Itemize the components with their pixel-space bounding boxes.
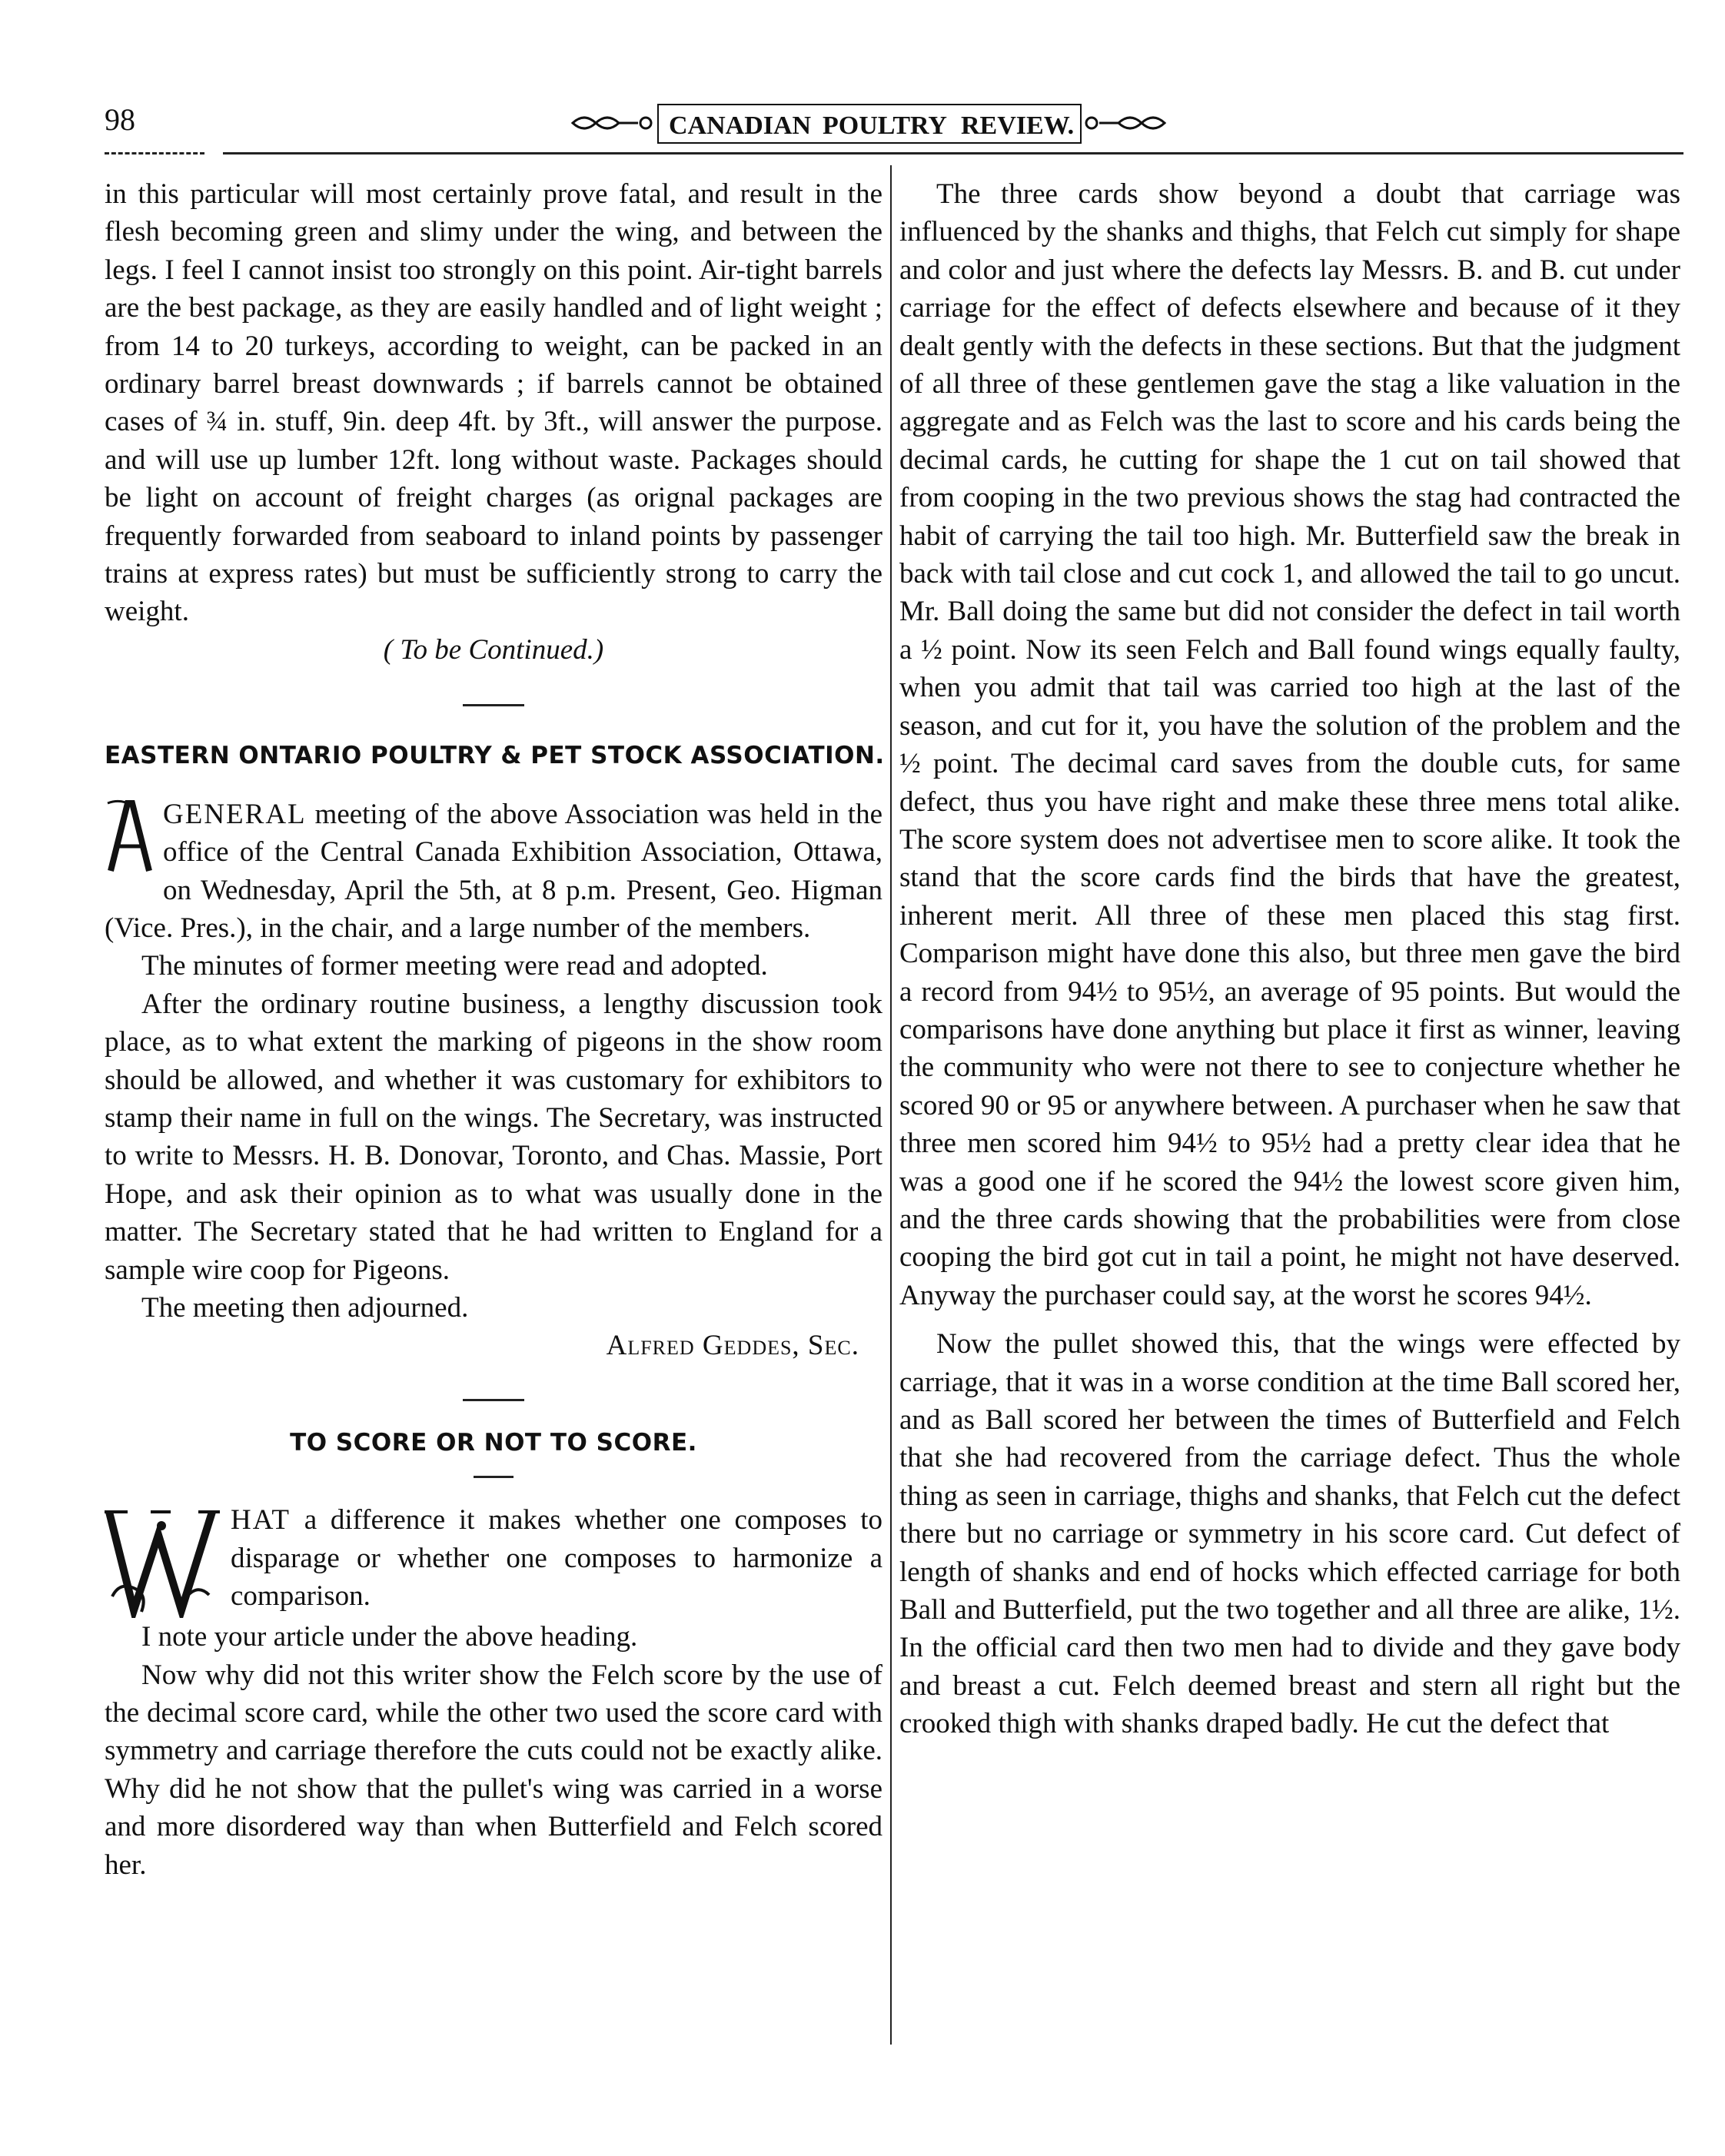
column-divider [890, 165, 892, 2045]
masthead [569, 91, 1168, 155]
section-heading-to-score: TO SCORE OR NOT TO SCORE. [290, 1428, 697, 1457]
masthead-ornament-left-icon [573, 118, 651, 128]
header-rule [223, 152, 1683, 154]
lead-word-general: GENERAL [163, 798, 307, 830]
pullet-paragraph: Now the pullet showed this, that the wings were effected by carriage, that it was in a worse condition at the time Ball scored her, and as Ball scored her between the times of Butterfield and Felch that she had recovered from the carriage defect. Thus the whole thing as seen in carriage, thighs and shanks, that Felch cut the defect there but no carriage or symmetry in his score card. Cut defect of length of shanks and end of hocks which effected carriage for both Ball and Butterfield, put the two together and all three are alike, 1½. In the official card then two men had to divide and they gave body and breast a cut. Felch deemed breast and stern all right but the crooked thigh with shanks draped badly. He cut the defect that [899, 1328, 1680, 1740]
right-column [899, 175, 1680, 1743]
secretary-signature: Alfred Geddes, Sec. [606, 1330, 859, 1362]
masthead-title-1: CANADIAN [669, 111, 812, 140]
section-heading-eastern-ontario: EASTERN ONTARIO POULTRY & PET STOCK ASSOCIATION. [105, 742, 885, 770]
felch-score-paragraph: Now why did not this writer show the Felch score by the use of the decimal score card, while the other two used the score card with symmetry and carriage therefore the cuts could not be exactly alike. Why did he not show that the pullet's wing was carried in a worse and more disordered way than when Butterfield and Felch scored her. [105, 1659, 882, 1881]
header-rule-dashed [105, 152, 204, 154]
page-number: 98 [105, 102, 135, 137]
masthead-ornament-right-icon [1086, 118, 1165, 128]
drop-cap-w-icon [105, 1504, 221, 1618]
article-continuation-paragraph: in this particular will most certainly prove fatal, and result in the flesh becoming green and slimy under the wing, and between the legs. I feel I cannot insist too strongly on this point. Air-tight barrels are the best package, as they are easily handled and of light weight ; from 14 to 20 turkeys, according to weight, can be packed in an ordinary barrel breast downwards ; if barrels cannot be obtained cases of ¾ in. stuff, 9in. deep 4ft. by 3ft., will answer the purpose. and will use up lumber 12ft. long without waste. Packages should be light on account of freight charges (as orignal packages are frequently forwarded from seaboard to inland points by passenger trains at express rates) but must be sufficiently strong to carry the weight. [105, 178, 882, 628]
drop-cap-a-icon [105, 799, 154, 875]
association-meeting-paragraph: meeting of the above Association was held in the office of the Central Canada Exhibition Association, Ottawa, on Wednesday, April the 5th, at 8 p.m. Present, Geo. Higman (Vice. Pres.), in the chair, and a large number of the members. [105, 798, 882, 944]
lead-word-what: HAT [231, 1504, 291, 1536]
adjourned-paragraph: The meeting then adjourned. [141, 1291, 469, 1324]
masthead-title-3: REVIEW. [961, 111, 1075, 140]
score-intro-paragraph: a difference it makes whether one composes to disparage or whether one composes to harmonize a comparison. [231, 1504, 882, 1612]
note-article-paragraph: I note your article under the above heading. [141, 1621, 638, 1653]
to-be-continued-note: ( To be Continued.) [383, 633, 604, 666]
discussion-paragraph: After the ordinary routine business, a lengthy discussion took place, as to what extent the marking of pigeons in the show room should be allowed, and whether it was customary for exhibitors to stamp their name in full on the wings. The Secretary, was instructed to write to Messrs. H. B. Donovar, Toronto, and Chas. Massie, Port Hope, and ask their opinion as to what was usually done in the matter. The Secretary stated that he had written to England for a sample wire coop for Pigeons. [105, 988, 882, 1286]
three-cards-paragraph: The three cards show beyond a doubt that carriage was influenced by the shanks and thighs, that Felch cut simply for shape and color and just where the defects lay Messrs. B. and B. cut under carriage for the effect of defects elsewhere and because of it they dealt gently with the defects in these sections. But that the judgment of all three of these gentlemen gave the stag a like valuation in the aggregate and as Felch was the last to score and his cards being the decimal cards, he cutting for shape the 1 cut on tail showed that from cooping in the two previous shows the stag had contracted the habit of carrying the tail too high. Mr. Butterfield saw the break in back with tail close and cut cock 1, and allowed the tail to go uncut. Mr. Ball doing the same but did not consider the defect in tail worth a ½ point. Now its seen Felch and Ball found wings equally faulty, when you admit that tail was carried too high at the last of the season, and cut for it, you have the solution of the problem and the ½ point. The decimal card saves from the double cuts, for same defect, thus you have right and make these three mens total alike. The score system does not advertisee men to score alike. It took the stand that the score cards find the birds that have the greatest, inherent merit. All three of these men placed this stag first. Comparison might have done this also, but three men gave the bird a record from 94½ to 95½, an average of 95 points. But would the comparisons have done anything but place it first as winner, leaving the community who were not there to see to conjecture whether he scored 90 or 95 or anywhere between. A purchaser when he saw that three men scored him 94½ to 95½ had a pretty clear idea that he was a good one if he scored the 94½ the lowest score given him, and the three cards showing that the probabilities were from close cooping the bird got cut in tail a point, he might not have deserved. Anyway the purchaser could say, at the worst he scores 94½. [899, 178, 1680, 1311]
masthead-title-2: POULTRY [823, 111, 947, 140]
left-column [105, 175, 885, 1884]
minutes-paragraph: The minutes of former meeting were read and adopted. [141, 950, 768, 982]
